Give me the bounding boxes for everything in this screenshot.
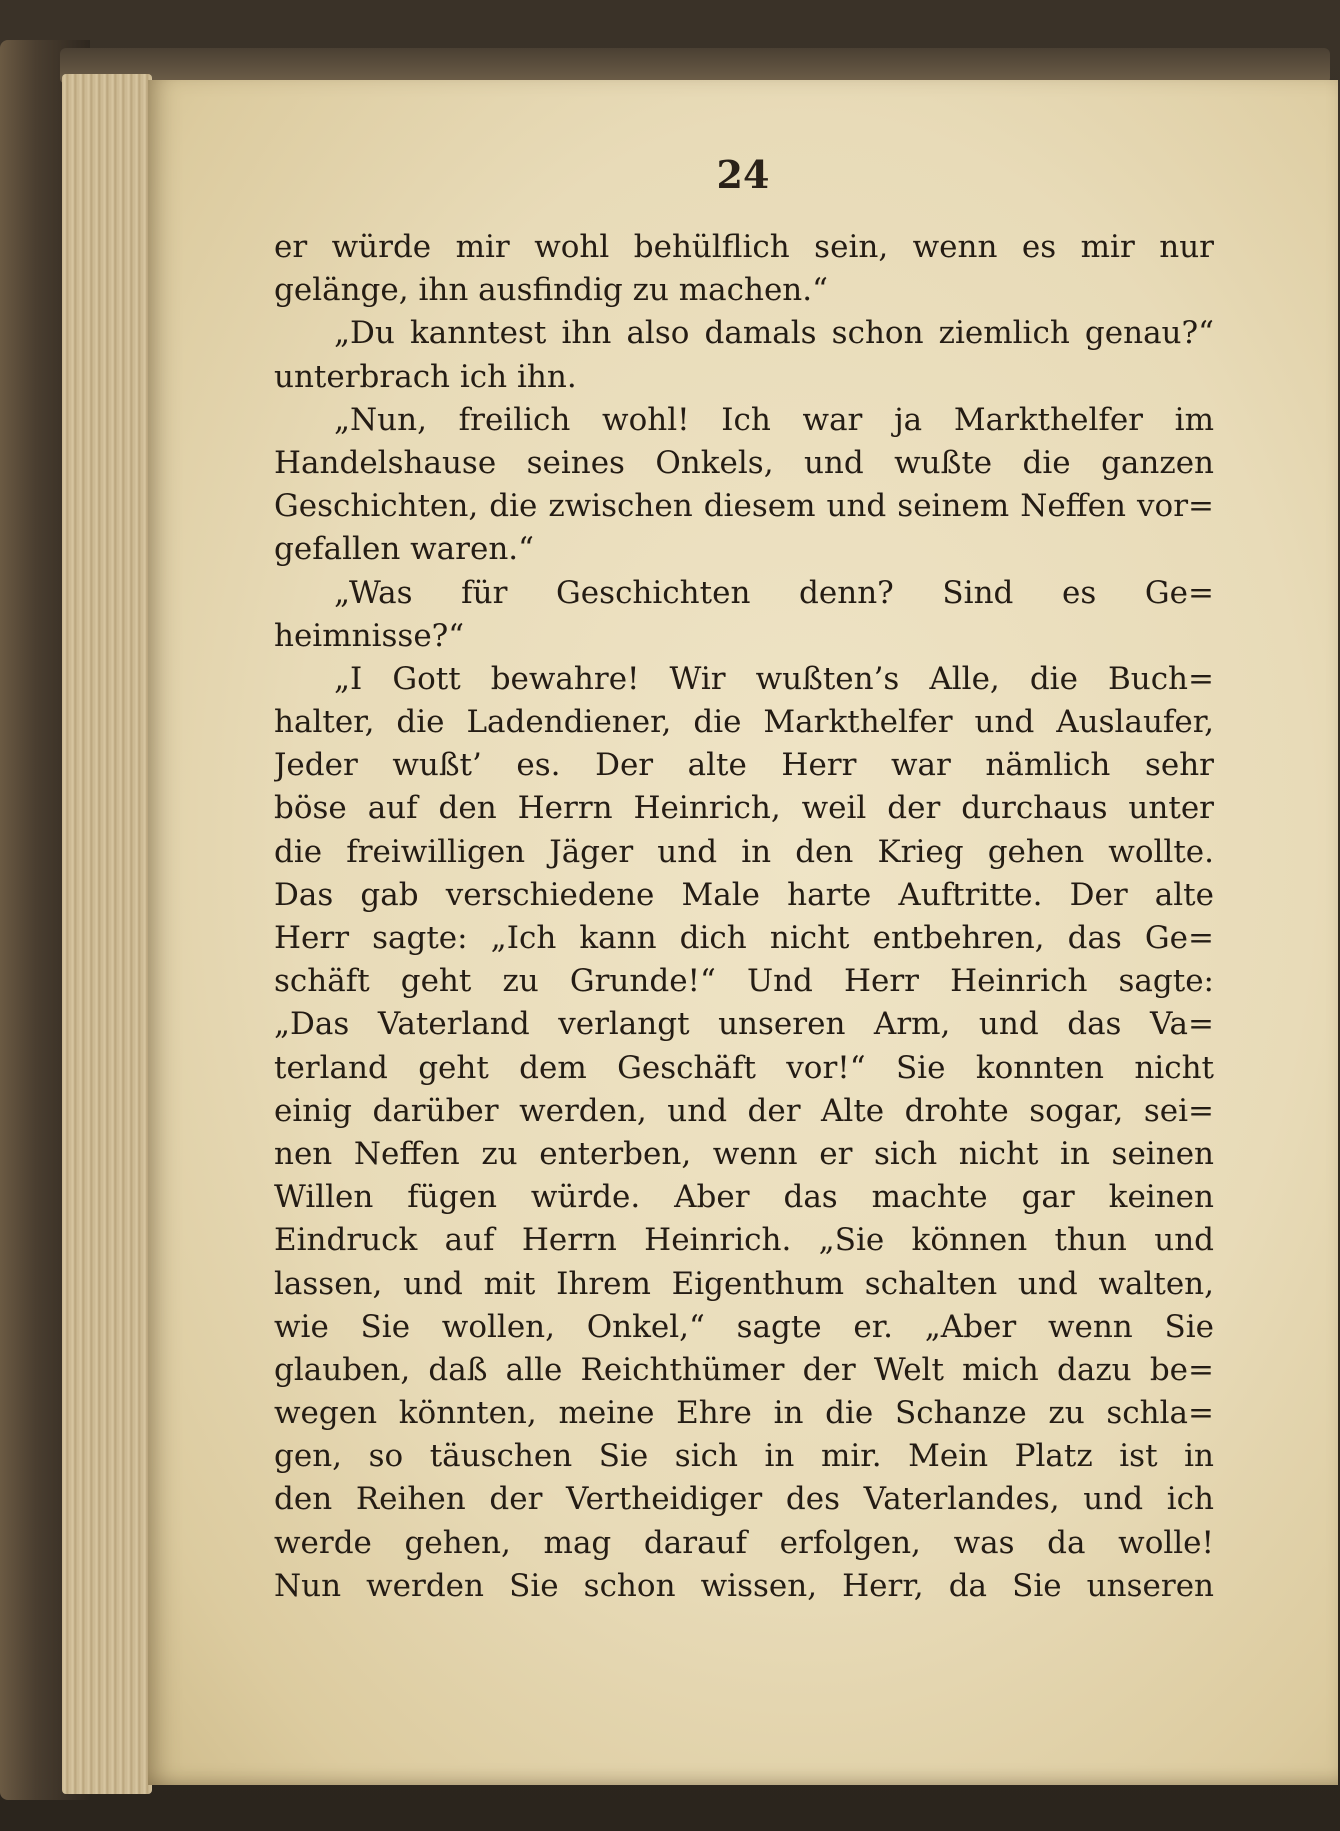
text-line: lassen, und mit Ihrem Eigenthum schalten und walten, (274, 1265, 1214, 1302)
text-line: Das gab verschiedene Male harte Auftritte. Der alte (274, 876, 1214, 913)
text-line: wegen könnten, meine Ehre in die Schanze zu schla= (274, 1395, 1214, 1432)
page-number: 24 (716, 152, 770, 197)
text-line: Willen fügen würde. Aber das machte gar keinen (274, 1179, 1214, 1216)
text-line: „Du kanntest ihn also damals schon ziemlich genau?“ (334, 315, 1214, 352)
text-line: Eindruck auf Herrn Heinrich. „Sie können thun und (274, 1222, 1214, 1259)
text-line: Geschichten, die zwischen diesem und seinem Neffen vor= (274, 488, 1214, 525)
text-line: schäft geht zu Grunde!“ Und Herr Heinrich sagte: (274, 963, 1214, 1000)
book-page (148, 80, 1338, 1785)
text-line: werde gehen, mag darauf erfolgen, was da wolle! (274, 1524, 1214, 1561)
body-text (274, 226, 1214, 1608)
text-line: wie Sie wollen, Onkel,“ sagte er. „Aber wenn Sie (274, 1308, 1214, 1345)
text-line: gefallen waren.“ (274, 531, 534, 568)
text-line: die freiwilligen Jäger und in den Krieg gehen wollte. (274, 833, 1214, 870)
text-line: glauben, daß alle Reichthümer der Welt mich dazu be= (274, 1351, 1214, 1388)
text-line: „Das Vaterland verlangt unseren Arm, und das Va= (274, 1006, 1214, 1043)
text-line: Handelshause seines Onkels, und wußte die ganzen (274, 444, 1214, 481)
text-line: heimnisse?“ (274, 617, 465, 654)
text-line: Herr sagte: „Ich kann dich nicht entbehren, das Ge= (274, 920, 1214, 956)
book-cover-top-edge (60, 48, 1330, 84)
page-stack-edges (62, 74, 152, 1794)
text-line: unterbrach ich ihn. (274, 358, 577, 395)
text-line: Jeder wußt’ es. Der alte Herr war nämlich sehr (274, 747, 1214, 784)
text-line: terland geht dem Geschäft vor!“ Sie konnten nicht (274, 1049, 1214, 1086)
text-line: einig darüber werden, und der Alte drohte sogar, sei= (274, 1092, 1214, 1129)
text-line: er würde mir wohl behülflich sein, wenn es mir nur (274, 229, 1214, 265)
text-line: „I Gott bewahre! Wir wußten’s Alle, die Buch= (334, 660, 1214, 697)
text-line: „Nun, freilich wohl! Ich war ja Markthelfer im (334, 401, 1214, 438)
text-line: nen Neffen zu enterben, wenn er sich nicht in seinen (274, 1135, 1214, 1172)
text-line: böse auf den Herrn Heinrich, weil der durchaus unter (274, 790, 1214, 827)
text-line: halter, die Ladendiener, die Markthelfer und Auslaufer, (274, 704, 1214, 741)
text-line: den Reihen der Vertheidiger des Vaterlandes, und ich (274, 1481, 1214, 1518)
text-line: „Was für Geschichten denn? Sind es Ge= (334, 574, 1214, 611)
text-line: gelänge, ihn ausfindig zu machen.“ (274, 272, 828, 309)
text-line: gen, so täuschen Sie sich in mir. Mein Platz ist in (274, 1438, 1214, 1475)
text-line: Nun werden Sie schon wissen, Herr, da Sie unseren (274, 1567, 1214, 1604)
